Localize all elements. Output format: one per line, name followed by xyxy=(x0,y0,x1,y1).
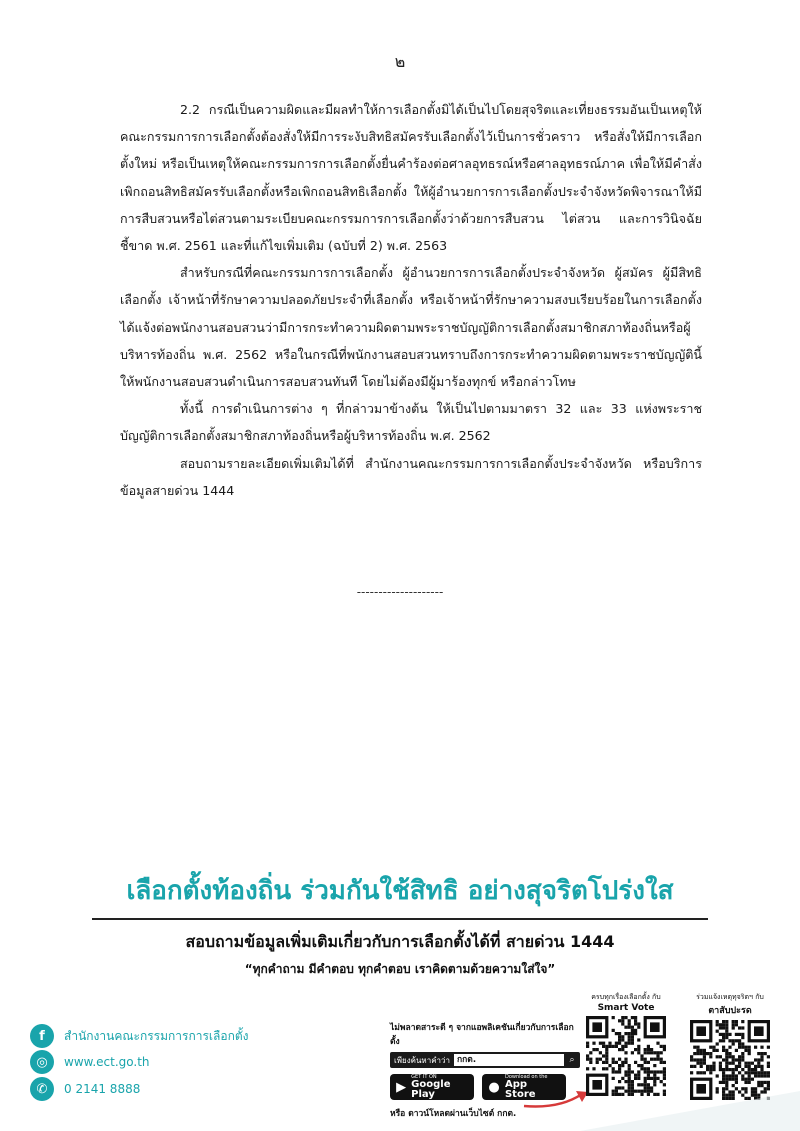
google-play-badge[interactable] xyxy=(390,1074,474,1100)
contact-phone[interactable] xyxy=(30,1077,140,1101)
app-store-small: Download on the xyxy=(504,1073,548,1080)
google-play-small: GET IT ON xyxy=(411,1073,437,1080)
google-play-icon: ▶ xyxy=(396,1079,407,1095)
download-note: หรือ ดาวน์โหลดผ่านเว็บไซต์ กกต. xyxy=(390,1109,517,1119)
body-text xyxy=(120,96,702,504)
campaign-slogan: เลือกตั้งท้องถิ่น ร่วมกันใช้สิทธิ อย่างสุจริตโปร่งใส xyxy=(126,876,674,906)
corner-decoration xyxy=(580,1061,800,1131)
contact-facebook[interactable] xyxy=(30,1024,248,1048)
search-prefix: เพียงค้นหาคำว่า xyxy=(394,1055,451,1065)
qr-caption: ร่วมแจ้งเหตุทุจริตฯ กับ xyxy=(696,993,764,1001)
contact-facebook-label: สำนักงานคณะกรรมการการเลือกตั้ง xyxy=(64,1028,249,1043)
paragraph: สำหรับกรณีที่คณะกรรมการการเลือกตั้ง ผู้อำนวยการการเลือกตั้งประจำจังหวัด ผู้สมัคร ผู้มีสิทธิเลือกตั้ง เจ้าหน้าที่รักษาความปลอดภัยประจำที่เลือกตั้ง หรือเจ้าหน้าที่รักษาความสงบเรียบร้อยในการเลือกตั้ง ได้แจ้งต่อพนักงานสอบสวนว่ามีการกระทำความผิดตามพระราชบัญญัติการเลือกตั้งสมาชิกสภาท้องถิ่นหรือผู้บริหารท้องถิ่น พ.ศ. 2562 หรือในกรณีที่พนักงานสอบสวนทราบถึงการกระทำความผิดตามพระราชบัญญัตินี้ ให้พนักงานสอบสวนดำเนินการสอบสวนทันที โดยไม่ต้องมีผู้มาร้องทุกข์ หรือกล่าวโทษ xyxy=(120,265,702,390)
app-search-bar xyxy=(390,1052,580,1068)
paragraph: ทั้งนี้ การดำเนินการต่าง ๆ ที่กล่าวมาข้างต้น ให้เป็นไปตามมาตรา 32 และ 33 แห่งพระราชบัญญัติการเลือกตั้งสมาชิกสภาท้องถิ่นหรือผู้บริหารท้องถิ่น พ.ศ. 2562 xyxy=(120,401,702,444)
search-icon: ⌕ xyxy=(569,1055,575,1065)
paragraph: สอบถามรายละเอียดเพิ่มเติมได้ที่ สำนักงานคณะกรรมการการเลือกตั้งประจำจังหวัด หรือบริการข้อมูลสายด่วน 1444 xyxy=(120,455,702,498)
app-promo-title: ไม่พลาดสาระดี ๆ จากแอพลิเคชันเกี่ยวกับการเลือกตั้ง xyxy=(390,1023,574,1047)
qr-title: ตาสับปะรด xyxy=(708,1006,752,1016)
contact-website-label: www.ect.go.th xyxy=(64,1055,150,1069)
apple-icon: ● xyxy=(488,1079,500,1095)
footer-rule xyxy=(92,918,708,920)
globe-icon: ◎ xyxy=(30,1050,54,1074)
contact-website[interactable] xyxy=(30,1050,150,1074)
tagline-text: “ทุกคำถาม มีคำตอบ ทุกคำตอบ เราคิดตามด้วยความใส่ใจ” xyxy=(244,962,556,976)
app-store-label: App Store xyxy=(504,1078,536,1100)
page-number: ๒ xyxy=(394,52,406,71)
qr-caption: ครบทุกเรื่องเลือกตั้ง กับ xyxy=(591,993,661,1001)
phone-icon: ✆ xyxy=(30,1077,54,1101)
hotline-text: สอบถามข้อมูลเพิ่มเติมเกี่ยวกับการเลือกตั้งได้ที่ สายด่วน 1444 xyxy=(185,932,615,951)
section-divider: -------------------- xyxy=(356,585,444,599)
google-play-label: Google Play xyxy=(411,1078,451,1100)
qr-title: Smart Vote xyxy=(597,1003,655,1013)
search-value: กกต. xyxy=(454,1054,564,1066)
contact-phone-label: 0 2141 8888 xyxy=(64,1082,141,1096)
paragraph: 2.2 กรณีเป็นความผิดและมีผลทำให้การเลือกตั้งมิได้เป็นไปโดยสุจริตและเที่ยงธรรมอันเป็นเหตุให้คณะกรรมการการเลือกตั้งต้องสั่งให้มีการระงับสิทธิสมัครรับเลือกตั้งไว้เป็นการชั่วคราว หรือสั่งให้มีการเลือกตั้งใหม่ หรือเป็นเหตุให้คณะกรรมการการเลือกตั้งยื่นคำร้องต่อศาลอุทธรณ์หรือศาลอุทธรณ์ภาค เพื่อให้มีคำสั่งเพิกถอนสิทธิสมัครรับเลือกตั้งหรือเพิกถอนสิทธิเลือกตั้ง ให้ผู้อำนวยการการเลือกตั้งประจำจังหวัดพิจารณาให้มีการสืบสวนหรือไต่สวนตามระเบียบคณะกรรมการการเลือกตั้งว่าด้วยการสืบสวน ไต่สวน และการวินิจฉัยชี้ขาด พ.ศ. 2561 และที่แก้ไขเพิ่มเติม (ฉบับที่ 2) พ.ศ. 2563 xyxy=(120,102,702,254)
facebook-icon: f xyxy=(30,1024,54,1048)
